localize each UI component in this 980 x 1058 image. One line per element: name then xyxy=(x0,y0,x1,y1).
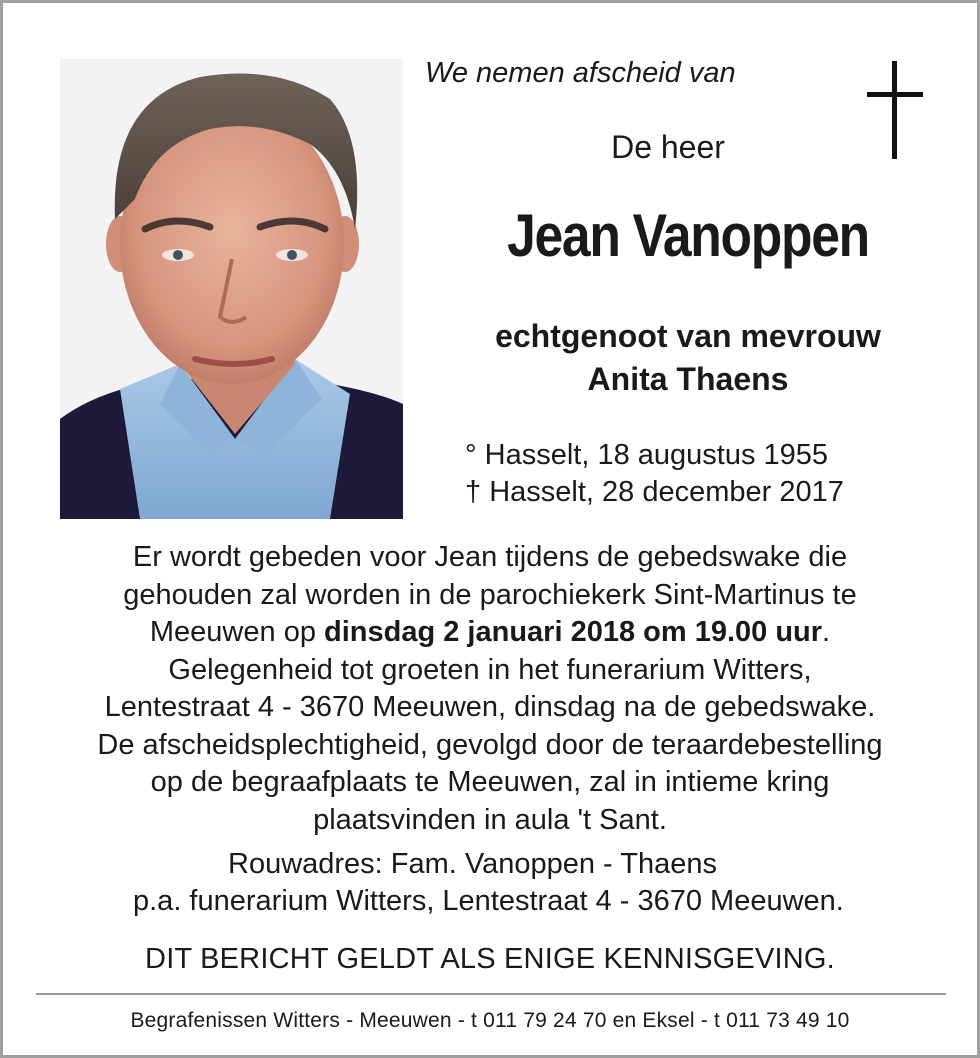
body-line: op de begraafplaats te Meeuwen, zal in intieme kring xyxy=(150,766,830,798)
body-line: Gelegenheid tot groeten in het funerarium Witters, xyxy=(168,653,812,686)
mourning-address-line2: p.a. funerarium Witters, Lentestraat 4 - 3670 Meeuwen. xyxy=(133,885,844,917)
spouse-name: Anita Thaens xyxy=(587,361,789,397)
portrait-photo xyxy=(60,59,403,519)
death-date-row xyxy=(465,474,844,511)
death-date: Hasselt, 28 december 2017 xyxy=(489,476,844,508)
body-line: Er wordt gebeden voor Jean tijdens de gebedswake die xyxy=(132,541,848,573)
divider xyxy=(36,993,946,995)
official-notice: DIT BERICHT GELDT ALS ENIGE KENNISGEVING. xyxy=(145,943,835,975)
birth-date: ° Hasselt, 18 augustus 1955 xyxy=(465,439,829,471)
body-line: gehouden zal worden in de parochiekerk Sint-Martinus te xyxy=(123,578,857,611)
body-line: De afscheidsplechtigheid, gevolgd door de teraardebestelling xyxy=(97,728,883,761)
vigil-datetime: dinsdag 2 januari 2018 om 19.00 uur xyxy=(324,616,823,648)
life-dates xyxy=(465,437,844,511)
deceased-name: Jean Vanoppen xyxy=(507,202,869,269)
death-cross-icon: † xyxy=(465,476,482,508)
body-line xyxy=(23,614,957,652)
intro-text: We nemen afscheid van xyxy=(425,57,736,89)
spouse-block xyxy=(423,315,953,401)
body-text-post: . xyxy=(822,616,831,648)
ceremony-text xyxy=(23,539,957,839)
body-line: Lentestraat 4 - 3670 Meeuwen, dinsdag na de gebedswake. xyxy=(104,691,876,723)
honorific-title: De heer xyxy=(611,129,725,165)
body-text-pre: Meeuwen op xyxy=(149,616,325,648)
spouse-relation: echtgenoot van mevrouw xyxy=(495,318,881,354)
mourning-address-line1: Rouwadres: Fam. Vanoppen - Thaens xyxy=(228,848,717,880)
body-line: plaatsvinden in aula 't Sant. xyxy=(313,803,667,836)
funeral-home-footer: Begrafenissen Witters - Meeuwen - t 011 79 24 70 en Eksel - t 011 73 49 10 xyxy=(130,1009,850,1032)
